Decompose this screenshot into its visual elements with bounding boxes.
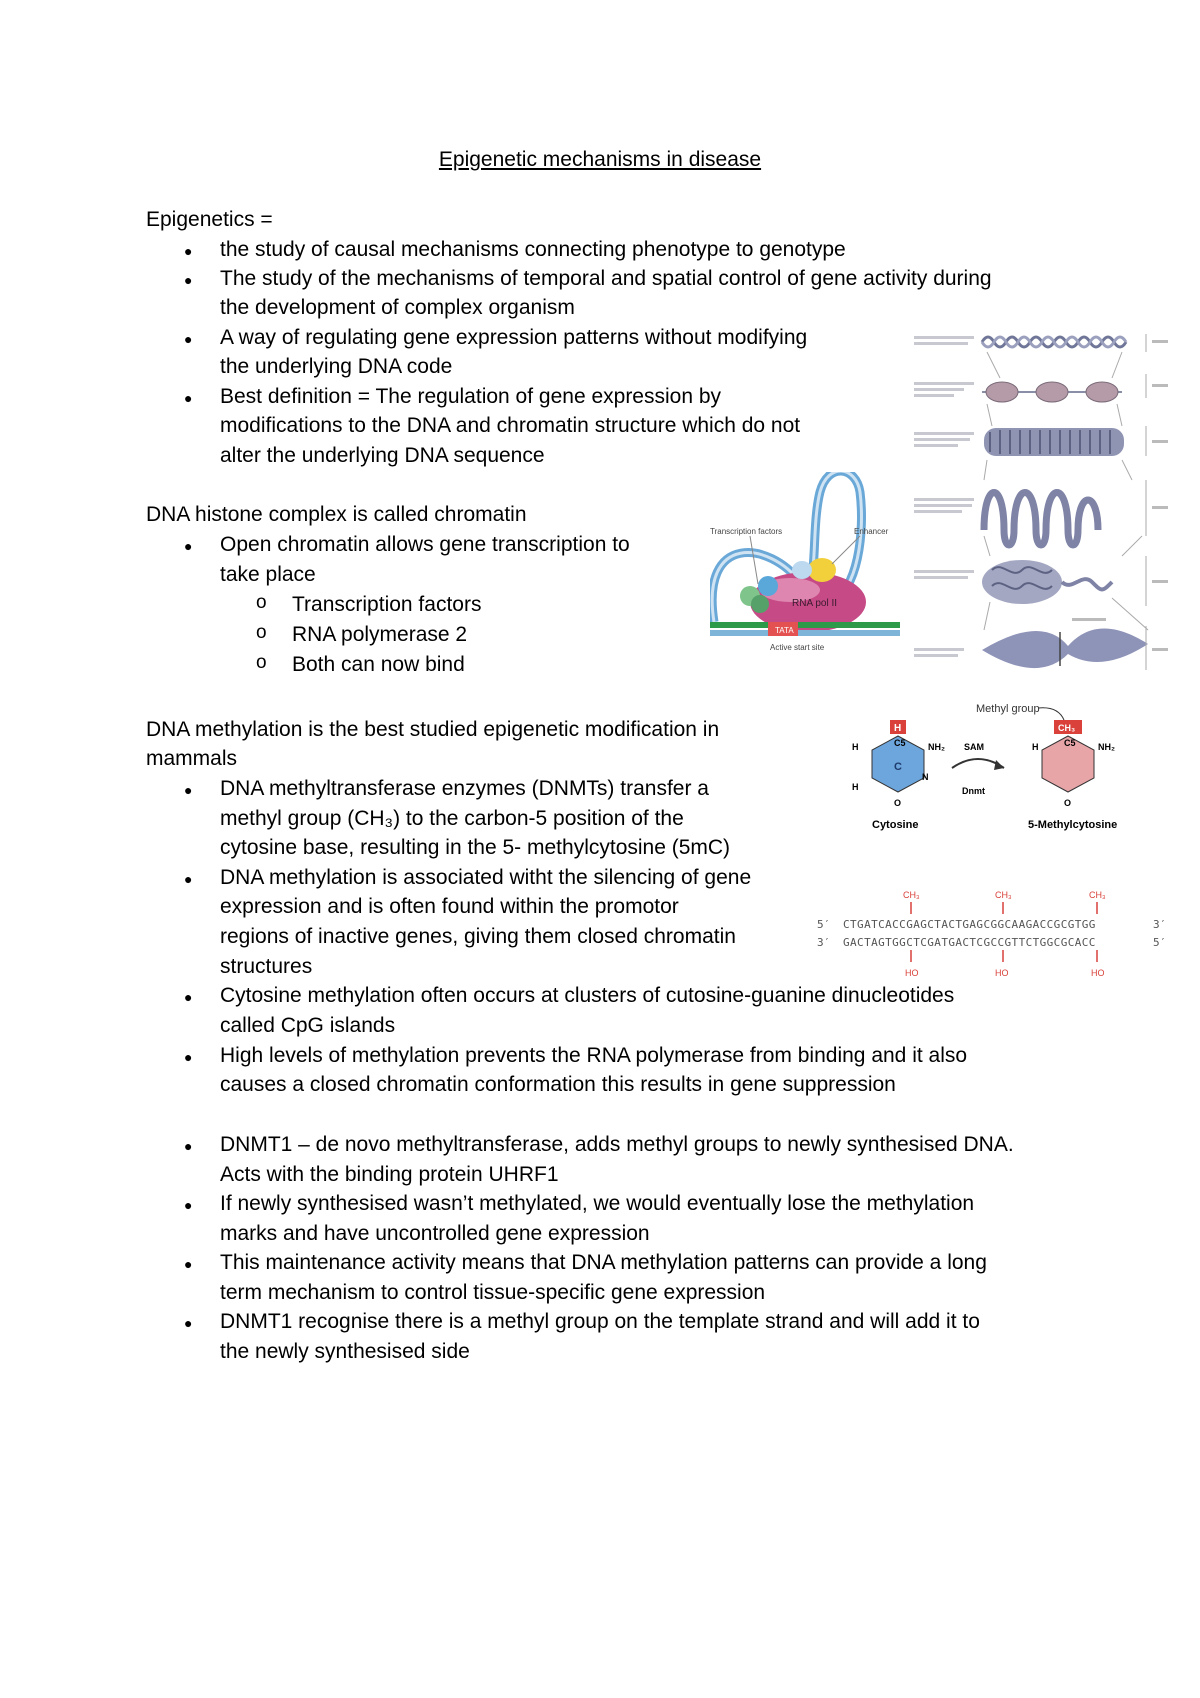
bullet-dot: ● <box>184 1138 193 1154</box>
rna-pol-label: RNA pol II <box>792 598 838 609</box>
section-heading-methylation-cont: mammals <box>146 747 238 770</box>
bullet-text: DNMT1 – de novo methyltransferase, adds methyl groups to newly synthesised DNA. <box>220 1133 1014 1156</box>
bullet-dot: ● <box>184 1049 193 1065</box>
bullet-text: DNA methylation is associated witht the silencing of gene <box>220 866 752 889</box>
n-label: N <box>922 772 929 782</box>
bullet-dot: ● <box>184 1197 193 1213</box>
tata-label: TATA <box>775 626 794 635</box>
cpg-five-prime-label: 5′ <box>817 918 831 931</box>
transcription-factors-label: Transcription factors <box>710 527 783 536</box>
nh2-label: NH₂ <box>928 742 945 752</box>
bullet-dot: ● <box>184 989 193 1005</box>
h-label: H <box>894 723 902 734</box>
cpg-ch3-1: CH₃ <box>903 890 920 900</box>
section-heading-epigenetics: Epigenetics = <box>146 208 273 231</box>
bullet-text: causes a closed chromatin conformation this results in gene suppression <box>220 1073 896 1096</box>
bullet-text: A way of regulating gene expression patterns without modifying <box>220 326 808 349</box>
cpg-strands-figure <box>815 888 1170 980</box>
bullet-text: DNMT1 recognise there is a methyl group on the template strand and will add it to <box>220 1310 980 1333</box>
bullet-text: Cytosine methylation often occurs at clusters of cutosine-guanine dinucleotides <box>220 984 955 1007</box>
bullet-dot: ● <box>184 331 193 347</box>
bullet-text: cytosine base, resulting in the 5- methylcytosine (5mC) <box>220 836 731 859</box>
bullet-text: This maintenance activity means that DNA methylation patterns can provide a long <box>220 1251 987 1274</box>
bullet-dot: ● <box>184 1315 193 1331</box>
page-title: Epigenetic mechanisms in disease <box>438 148 762 171</box>
bullet-text: If newly synthesised wasn’t methylated, we would eventually lose the methylation <box>220 1192 975 1215</box>
bullet-dot: ● <box>184 243 193 259</box>
methylation-figure <box>828 698 1158 858</box>
o-label-right: O <box>1064 798 1072 808</box>
bullet-text: Acts with the binding protein UHRF1 <box>220 1163 559 1186</box>
bullet-text: The study of the mechanisms of temporal and spatial control of gene activity during <box>220 267 992 290</box>
cytosine-label: Cytosine <box>872 819 919 831</box>
active-start-site-label: Active start site <box>770 643 825 652</box>
bullet-text: modifications to the DNA and chromatin structure which do not <box>220 414 801 437</box>
bullet-text: regions of inactive genes, giving them closed chromatin <box>220 925 736 948</box>
bullet-text: alter the underlying DNA sequence <box>220 444 545 467</box>
dnmt-label: Dnmt <box>962 786 985 796</box>
cpg-three-prime-label-bottom: 3′ <box>817 936 831 949</box>
cpg-bottom-strand: GACTAGTGGCTCGATGACTCGCCGTTCTGGCGCACC <box>843 936 1096 949</box>
sub-bullet-text: RNA polymerase 2 <box>292 623 468 646</box>
chromatin-levels-figure <box>912 330 1172 685</box>
h-label-left: H <box>852 742 859 752</box>
bullet-text: the newly synthesised side <box>220 1340 470 1363</box>
o-label: O <box>894 798 902 808</box>
transcription-figure <box>710 472 910 662</box>
cpg-oh-2: HO <box>995 968 1009 978</box>
methylcytosine-label: 5-Methylcytosine <box>1028 819 1118 831</box>
bullet-dot: ● <box>184 390 193 406</box>
c5-label-right: C5 <box>1064 738 1076 748</box>
ch3-label: CH₃ <box>1058 723 1076 733</box>
bullet-text: marks and have uncontrolled gene expression <box>220 1222 650 1245</box>
bullet-dot: ● <box>184 1256 193 1272</box>
bullet-text: the study of causal mechanisms connecting phenotype to genotype <box>220 238 846 261</box>
bullet-dot: ● <box>184 272 193 288</box>
section-heading-methylation: DNA methylation is the best studied epigenetic modification in <box>146 718 720 741</box>
bullet-text: expression and is often found within the promotor <box>220 895 679 918</box>
sub-bullet-text: Transcription factors <box>292 593 482 616</box>
bullet-text: called CpG islands <box>220 1014 396 1037</box>
bullet-text: DNA methyltransferase enzymes (DNMTs) transfer a <box>220 777 709 800</box>
cpg-oh-1: HO <box>905 968 919 978</box>
sam-label: SAM <box>964 742 984 752</box>
bullet-text: take place <box>220 563 316 586</box>
sub-bullet-circle: o <box>256 652 267 673</box>
cpg-oh-3: HO <box>1091 968 1105 978</box>
cpg-ch3-3: CH₃ <box>1089 890 1106 900</box>
bullet-text: Open chromatin allows gene transcription to <box>220 533 630 556</box>
cpg-three-prime-label: 3′ <box>1153 918 1167 931</box>
cpg-five-prime-label-bottom: 5′ <box>1153 936 1167 949</box>
bullet-text: the underlying DNA code <box>220 355 453 378</box>
cpg-top-strand: CTGATCACCGAGCTACTGAGCGGCAAGACCGCGTGG <box>843 918 1096 931</box>
bullet-text: High levels of methylation prevents the RNA polymerase from binding and it also <box>220 1044 968 1067</box>
h-label-right: H <box>1032 742 1039 752</box>
enhancer-label: Enhancer <box>854 527 889 536</box>
bullet-text: Best definition = The regulation of gene expression by <box>220 385 722 408</box>
methyl-group-label: Methyl group <box>976 703 1040 715</box>
ring-label-c: C <box>894 761 902 773</box>
bullet-dot: ● <box>184 871 193 887</box>
sub-bullet-circle: o <box>256 592 267 613</box>
bullet-text: term mechanism to control tissue-specific gene expression <box>220 1281 766 1304</box>
c5-label: C5 <box>894 738 906 748</box>
nh2-label-right: NH₂ <box>1098 742 1115 752</box>
bullet-text: the development of complex organism <box>220 296 575 319</box>
cpg-ch3-2: CH₃ <box>995 890 1012 900</box>
bullet-text: structures <box>220 955 313 978</box>
bullet-dot: ● <box>184 538 193 554</box>
bullet-text: methyl group (CH₃) to the carbon-5 position of the <box>220 807 684 830</box>
bullet-dot: ● <box>184 782 193 798</box>
section-heading-chromatin: DNA histone complex is called chromatin <box>146 503 527 526</box>
h-label-bottom: H <box>852 782 859 792</box>
sub-bullet-circle: o <box>256 622 267 643</box>
sub-bullet-text: Both can now bind <box>292 653 465 676</box>
